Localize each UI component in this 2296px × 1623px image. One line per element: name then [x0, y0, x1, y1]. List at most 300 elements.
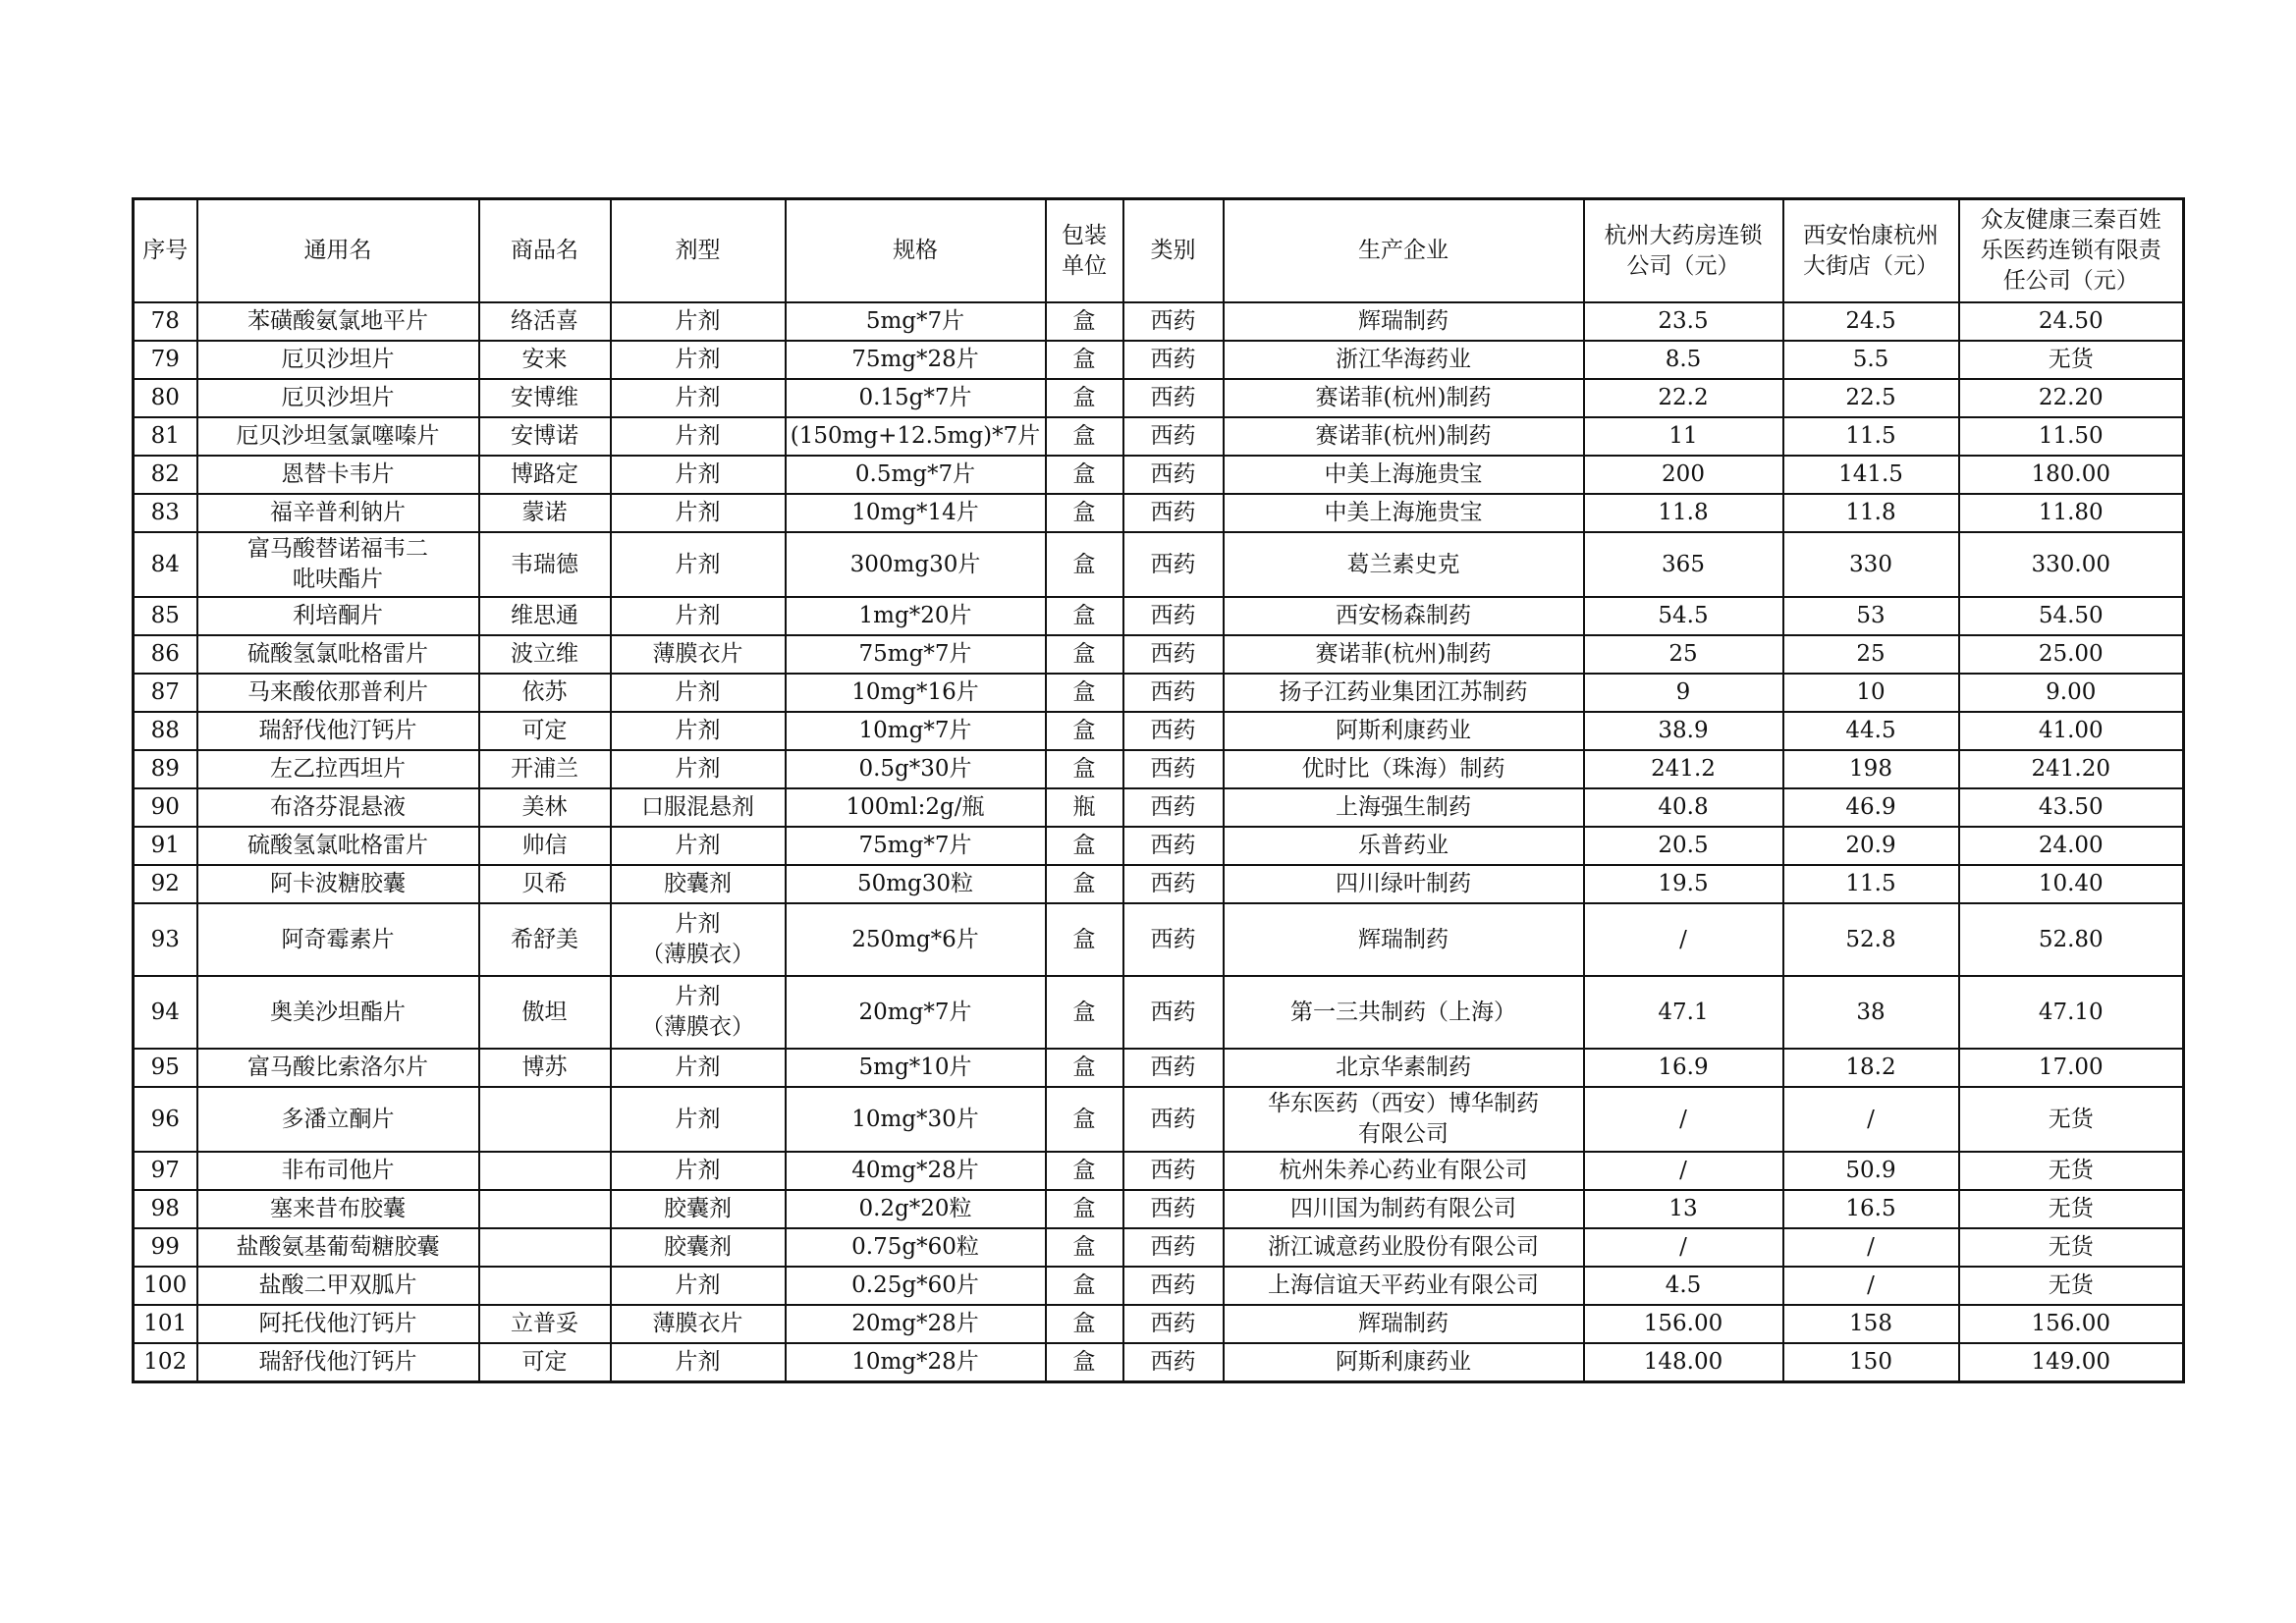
cell-generic-name: 瑞舒伐他汀钙片	[197, 712, 479, 750]
cell-manufacturer: 四川国为制药有限公司	[1224, 1190, 1584, 1228]
cell-manufacturer: 北京华素制药	[1224, 1049, 1584, 1087]
table-row	[134, 1049, 2184, 1087]
cell-specification: 10mg*30片	[786, 1087, 1046, 1152]
cell-generic-name: 布洛芬混悬液	[197, 788, 479, 827]
cell-price-store-1: 54.5	[1584, 597, 1783, 635]
cell-package-unit: 盒	[1046, 456, 1123, 494]
cell-brand-name: 依苏	[479, 674, 611, 712]
cell-price-store-1: 148.00	[1584, 1343, 1783, 1382]
cell-specification: 10mg*7片	[786, 712, 1046, 750]
cell-dosage-form: 胶囊剂	[611, 1228, 786, 1267]
cell-dosage-form: 片剂	[611, 597, 786, 635]
cell-dosage-form: 片剂	[611, 379, 786, 417]
cell-price-store-3: 无货	[1959, 341, 2184, 379]
cell-package-unit: 盒	[1046, 976, 1123, 1049]
cell-price-store-3: 180.00	[1959, 456, 2184, 494]
cell-index: 100	[134, 1267, 197, 1305]
table-row	[134, 417, 2184, 456]
cell-manufacturer: 四川绿叶制药	[1224, 865, 1584, 903]
header-cell-manufacturer: 生产企业	[1224, 199, 1584, 303]
cell-brand-name: 维思通	[479, 597, 611, 635]
cell-category: 西药	[1123, 1190, 1224, 1228]
cell-index: 78	[134, 302, 197, 341]
cell-generic-name: 阿托伐他汀钙片	[197, 1305, 479, 1343]
cell-package-unit: 盒	[1046, 674, 1123, 712]
table-row	[134, 1228, 2184, 1267]
cell-manufacturer: 扬子江药业集团江苏制药	[1224, 674, 1584, 712]
cell-category: 西药	[1123, 712, 1224, 750]
table-row	[134, 903, 2184, 976]
cell-price-store-3: 9.00	[1959, 674, 2184, 712]
cell-package-unit: 盒	[1046, 1343, 1123, 1382]
table-row	[134, 532, 2184, 597]
cell-price-store-2: 10	[1783, 674, 1959, 712]
cell-index: 86	[134, 635, 197, 674]
cell-package-unit: 盒	[1046, 1267, 1123, 1305]
cell-manufacturer: 葛兰素史克	[1224, 532, 1584, 597]
cell-brand-name	[479, 1087, 611, 1152]
cell-index: 82	[134, 456, 197, 494]
cell-dosage-form: 片剂	[611, 417, 786, 456]
cell-package-unit: 盒	[1046, 1228, 1123, 1267]
cell-dosage-form: 片剂	[611, 712, 786, 750]
cell-specification: (150mg+12.5mg)*7片	[786, 417, 1046, 456]
cell-price-store-3: 11.50	[1959, 417, 2184, 456]
cell-index: 91	[134, 827, 197, 865]
cell-generic-name: 硫酸氢氯吡格雷片	[197, 827, 479, 865]
cell-specification: 40mg*28片	[786, 1152, 1046, 1190]
header-cell-package-unit: 包装 单位	[1046, 199, 1123, 303]
cell-specification: 1mg*20片	[786, 597, 1046, 635]
cell-specification: 50mg30粒	[786, 865, 1046, 903]
cell-manufacturer: 辉瑞制药	[1224, 903, 1584, 976]
cell-price-store-1: 16.9	[1584, 1049, 1783, 1087]
table-row	[134, 750, 2184, 788]
cell-manufacturer: 第一三共制药（上海）	[1224, 976, 1584, 1049]
cell-generic-name: 硫酸氢氯吡格雷片	[197, 635, 479, 674]
cell-index: 79	[134, 341, 197, 379]
cell-price-store-3: 无货	[1959, 1190, 2184, 1228]
cell-price-store-1: /	[1584, 1228, 1783, 1267]
cell-price-store-3: 无货	[1959, 1267, 2184, 1305]
cell-category: 西药	[1123, 456, 1224, 494]
cell-package-unit: 盒	[1046, 494, 1123, 532]
cell-price-store-2: /	[1783, 1267, 1959, 1305]
cell-generic-name: 恩替卡韦片	[197, 456, 479, 494]
cell-generic-name: 富马酸替诺福韦二 吡呋酯片	[197, 532, 479, 597]
cell-price-store-1: 47.1	[1584, 976, 1783, 1049]
cell-price-store-3: 24.50	[1959, 302, 2184, 341]
cell-price-store-1: 38.9	[1584, 712, 1783, 750]
cell-price-store-2: 22.5	[1783, 379, 1959, 417]
cell-generic-name: 多潘立酮片	[197, 1087, 479, 1152]
cell-price-store-2: 5.5	[1783, 341, 1959, 379]
table-row	[134, 1087, 2184, 1152]
cell-specification: 0.5mg*7片	[786, 456, 1046, 494]
cell-index: 92	[134, 865, 197, 903]
cell-price-store-2: 11.8	[1783, 494, 1959, 532]
cell-manufacturer: 赛诺菲(杭州)制药	[1224, 379, 1584, 417]
cell-category: 西药	[1123, 865, 1224, 903]
table-row	[134, 341, 2184, 379]
header-cell-index: 序号	[134, 199, 197, 303]
cell-manufacturer: 浙江诚意药业股份有限公司	[1224, 1228, 1584, 1267]
cell-brand-name: 立普妥	[479, 1305, 611, 1343]
cell-category: 西药	[1123, 750, 1224, 788]
cell-package-unit: 盒	[1046, 1049, 1123, 1087]
cell-manufacturer: 赛诺菲(杭州)制药	[1224, 635, 1584, 674]
cell-specification: 5mg*10片	[786, 1049, 1046, 1087]
cell-specification: 0.15g*7片	[786, 379, 1046, 417]
cell-specification: 0.75g*60粒	[786, 1228, 1046, 1267]
cell-index: 85	[134, 597, 197, 635]
cell-price-store-2: 20.9	[1783, 827, 1959, 865]
cell-specification: 10mg*28片	[786, 1343, 1046, 1382]
cell-category: 西药	[1123, 1267, 1224, 1305]
cell-specification: 5mg*7片	[786, 302, 1046, 341]
cell-price-store-2: 150	[1783, 1343, 1959, 1382]
cell-generic-name: 富马酸比索洛尔片	[197, 1049, 479, 1087]
cell-brand-name	[479, 1267, 611, 1305]
cell-generic-name: 左乙拉西坦片	[197, 750, 479, 788]
cell-price-store-1: /	[1584, 1087, 1783, 1152]
cell-dosage-form: 胶囊剂	[611, 1190, 786, 1228]
cell-brand-name: 蒙诺	[479, 494, 611, 532]
cell-price-store-2: /	[1783, 1087, 1959, 1152]
cell-package-unit: 盒	[1046, 302, 1123, 341]
cell-price-store-1: 241.2	[1584, 750, 1783, 788]
table-row	[134, 976, 2184, 1049]
cell-category: 西药	[1123, 674, 1224, 712]
table-row	[134, 1343, 2184, 1382]
cell-brand-name: 帅信	[479, 827, 611, 865]
cell-price-store-3: 10.40	[1959, 865, 2184, 903]
cell-brand-name: 安博诺	[479, 417, 611, 456]
cell-specification: 10mg*14片	[786, 494, 1046, 532]
cell-package-unit: 盒	[1046, 1305, 1123, 1343]
cell-dosage-form: 片剂 （薄膜衣）	[611, 903, 786, 976]
cell-price-store-1: 11	[1584, 417, 1783, 456]
cell-manufacturer: 中美上海施贵宝	[1224, 456, 1584, 494]
cell-price-store-3: 52.80	[1959, 903, 2184, 976]
header-cell-brand-name: 商品名	[479, 199, 611, 303]
cell-specification: 20mg*28片	[786, 1305, 1046, 1343]
header-cell-price-store-2: 西安怡康杭州 大街店（元）	[1783, 199, 1959, 303]
header-cell-price-store-3: 众友健康三秦百姓 乐医药连锁有限责 任公司（元）	[1959, 199, 2184, 303]
cell-price-store-1: 9	[1584, 674, 1783, 712]
cell-brand-name: 可定	[479, 1343, 611, 1382]
cell-price-store-2: 24.5	[1783, 302, 1959, 341]
cell-price-store-2: 50.9	[1783, 1152, 1959, 1190]
cell-category: 西药	[1123, 1228, 1224, 1267]
cell-dosage-form: 片剂 （薄膜衣）	[611, 976, 786, 1049]
cell-dosage-form: 片剂	[611, 1049, 786, 1087]
cell-index: 98	[134, 1190, 197, 1228]
cell-manufacturer: 浙江华海药业	[1224, 341, 1584, 379]
header-cell-dosage-form: 剂型	[611, 199, 786, 303]
cell-price-store-3: 无货	[1959, 1152, 2184, 1190]
table-row	[134, 456, 2184, 494]
cell-price-store-1: /	[1584, 1152, 1783, 1190]
cell-category: 西药	[1123, 302, 1224, 341]
cell-price-store-1: 200	[1584, 456, 1783, 494]
cell-specification: 100ml:2g/瓶	[786, 788, 1046, 827]
cell-price-store-2: 330	[1783, 532, 1959, 597]
cell-package-unit: 盒	[1046, 903, 1123, 976]
cell-brand-name: 韦瑞德	[479, 532, 611, 597]
cell-generic-name: 利培酮片	[197, 597, 479, 635]
cell-package-unit: 盒	[1046, 379, 1123, 417]
cell-price-store-1: 22.2	[1584, 379, 1783, 417]
cell-dosage-form: 片剂	[611, 532, 786, 597]
cell-dosage-form: 片剂	[611, 1343, 786, 1382]
cell-price-store-2: 16.5	[1783, 1190, 1959, 1228]
cell-price-store-3: 330.00	[1959, 532, 2184, 597]
cell-brand-name: 博苏	[479, 1049, 611, 1087]
cell-category: 西药	[1123, 341, 1224, 379]
cell-price-store-3: 无货	[1959, 1087, 2184, 1152]
cell-generic-name: 厄贝沙坦片	[197, 379, 479, 417]
cell-specification: 75mg*7片	[786, 827, 1046, 865]
cell-price-store-2: 38	[1783, 976, 1959, 1049]
cell-specification: 0.2g*20粒	[786, 1190, 1046, 1228]
cell-generic-name: 奥美沙坦酯片	[197, 976, 479, 1049]
cell-manufacturer: 上海信谊天平药业有限公司	[1224, 1267, 1584, 1305]
cell-brand-name: 希舒美	[479, 903, 611, 976]
cell-brand-name: 波立维	[479, 635, 611, 674]
cell-index: 96	[134, 1087, 197, 1152]
cell-manufacturer: 西安杨森制药	[1224, 597, 1584, 635]
cell-package-unit: 盒	[1046, 1190, 1123, 1228]
cell-category: 西药	[1123, 379, 1224, 417]
cell-price-store-2: 11.5	[1783, 417, 1959, 456]
cell-brand-name: 贝希	[479, 865, 611, 903]
cell-package-unit: 盒	[1046, 341, 1123, 379]
cell-price-store-3: 17.00	[1959, 1049, 2184, 1087]
cell-manufacturer: 优时比（珠海）制药	[1224, 750, 1584, 788]
cell-price-store-2: /	[1783, 1228, 1959, 1267]
cell-brand-name: 博路定	[479, 456, 611, 494]
cell-category: 西药	[1123, 417, 1224, 456]
cell-category: 西药	[1123, 1152, 1224, 1190]
cell-manufacturer: 辉瑞制药	[1224, 302, 1584, 341]
table-body	[134, 302, 2184, 1382]
cell-dosage-form: 薄膜衣片	[611, 635, 786, 674]
cell-package-unit: 瓶	[1046, 788, 1123, 827]
cell-index: 90	[134, 788, 197, 827]
cell-generic-name: 苯磺酸氨氯地平片	[197, 302, 479, 341]
cell-dosage-form: 片剂	[611, 1267, 786, 1305]
table-row	[134, 1305, 2184, 1343]
cell-price-store-1: 365	[1584, 532, 1783, 597]
cell-dosage-form: 片剂	[611, 1152, 786, 1190]
cell-package-unit: 盒	[1046, 1152, 1123, 1190]
cell-price-store-2: 53	[1783, 597, 1959, 635]
cell-dosage-form: 片剂	[611, 456, 786, 494]
cell-price-store-3: 24.00	[1959, 827, 2184, 865]
cell-generic-name: 阿奇霉素片	[197, 903, 479, 976]
cell-price-store-1: 19.5	[1584, 865, 1783, 903]
cell-manufacturer: 辉瑞制药	[1224, 1305, 1584, 1343]
header-row	[134, 199, 2184, 303]
cell-price-store-2: 46.9	[1783, 788, 1959, 827]
cell-price-store-1: 23.5	[1584, 302, 1783, 341]
cell-generic-name: 福辛普利钠片	[197, 494, 479, 532]
cell-index: 102	[134, 1343, 197, 1382]
cell-specification: 75mg*28片	[786, 341, 1046, 379]
cell-price-store-1: 11.8	[1584, 494, 1783, 532]
cell-manufacturer: 阿斯利康药业	[1224, 1343, 1584, 1382]
cell-category: 西药	[1123, 976, 1224, 1049]
cell-dosage-form: 片剂	[611, 1087, 786, 1152]
table-row	[134, 379, 2184, 417]
cell-category: 西药	[1123, 788, 1224, 827]
cell-price-store-3: 47.10	[1959, 976, 2184, 1049]
cell-price-store-3: 11.80	[1959, 494, 2184, 532]
cell-generic-name: 厄贝沙坦片	[197, 341, 479, 379]
cell-package-unit: 盒	[1046, 865, 1123, 903]
table-row	[134, 494, 2184, 532]
cell-category: 西药	[1123, 494, 1224, 532]
cell-brand-name: 美林	[479, 788, 611, 827]
cell-dosage-form: 片剂	[611, 750, 786, 788]
cell-specification: 75mg*7片	[786, 635, 1046, 674]
cell-category: 西药	[1123, 827, 1224, 865]
table-row	[134, 712, 2184, 750]
cell-price-store-2: 158	[1783, 1305, 1959, 1343]
cell-generic-name: 马来酸依那普利片	[197, 674, 479, 712]
table-row	[134, 674, 2184, 712]
header-cell-specification: 规格	[786, 199, 1046, 303]
cell-manufacturer: 杭州朱养心药业有限公司	[1224, 1152, 1584, 1190]
cell-index: 80	[134, 379, 197, 417]
cell-package-unit: 盒	[1046, 417, 1123, 456]
cell-manufacturer: 上海强生制药	[1224, 788, 1584, 827]
cell-price-store-1: 40.8	[1584, 788, 1783, 827]
cell-price-store-3: 22.20	[1959, 379, 2184, 417]
cell-price-store-2: 44.5	[1783, 712, 1959, 750]
cell-package-unit: 盒	[1046, 827, 1123, 865]
header-cell-generic-name: 通用名	[197, 199, 479, 303]
cell-price-store-2: 25	[1783, 635, 1959, 674]
cell-dosage-form: 口服混悬剂	[611, 788, 786, 827]
cell-price-store-3: 无货	[1959, 1228, 2184, 1267]
cell-index: 88	[134, 712, 197, 750]
cell-category: 西药	[1123, 1087, 1224, 1152]
cell-index: 84	[134, 532, 197, 597]
header-cell-category: 类别	[1123, 199, 1224, 303]
cell-dosage-form: 片剂	[611, 302, 786, 341]
drug-price-table	[132, 197, 2185, 1383]
cell-specification: 20mg*7片	[786, 976, 1046, 1049]
cell-package-unit: 盒	[1046, 597, 1123, 635]
cell-brand-name: 络活喜	[479, 302, 611, 341]
cell-package-unit: 盒	[1046, 750, 1123, 788]
cell-manufacturer: 赛诺菲(杭州)制药	[1224, 417, 1584, 456]
table-row	[134, 1152, 2184, 1190]
cell-index: 93	[134, 903, 197, 976]
cell-specification: 300mg30片	[786, 532, 1046, 597]
cell-index: 99	[134, 1228, 197, 1267]
cell-brand-name: 傲坦	[479, 976, 611, 1049]
cell-generic-name: 厄贝沙坦氢氯噻嗪片	[197, 417, 479, 456]
cell-index: 89	[134, 750, 197, 788]
cell-dosage-form: 薄膜衣片	[611, 1305, 786, 1343]
cell-price-store-3: 241.20	[1959, 750, 2184, 788]
cell-package-unit: 盒	[1046, 1087, 1123, 1152]
cell-dosage-form: 片剂	[611, 494, 786, 532]
cell-specification: 10mg*16片	[786, 674, 1046, 712]
cell-price-store-3: 25.00	[1959, 635, 2184, 674]
cell-price-store-1: 13	[1584, 1190, 1783, 1228]
cell-generic-name: 阿卡波糖胶囊	[197, 865, 479, 903]
cell-specification: 0.25g*60片	[786, 1267, 1046, 1305]
cell-price-store-2: 198	[1783, 750, 1959, 788]
cell-brand-name: 安博维	[479, 379, 611, 417]
cell-package-unit: 盒	[1046, 712, 1123, 750]
cell-index: 97	[134, 1152, 197, 1190]
cell-brand-name	[479, 1152, 611, 1190]
cell-manufacturer: 中美上海施贵宝	[1224, 494, 1584, 532]
cell-category: 西药	[1123, 1305, 1224, 1343]
cell-category: 西药	[1123, 597, 1224, 635]
cell-price-store-1: 8.5	[1584, 341, 1783, 379]
cell-category: 西药	[1123, 1049, 1224, 1087]
cell-brand-name: 开浦兰	[479, 750, 611, 788]
table-row	[134, 865, 2184, 903]
cell-index: 87	[134, 674, 197, 712]
table-row	[134, 302, 2184, 341]
cell-price-store-2: 11.5	[1783, 865, 1959, 903]
table-row	[134, 827, 2184, 865]
cell-price-store-1: 20.5	[1584, 827, 1783, 865]
cell-dosage-form: 片剂	[611, 827, 786, 865]
cell-index: 94	[134, 976, 197, 1049]
cell-price-store-2: 141.5	[1783, 456, 1959, 494]
cell-generic-name: 瑞舒伐他汀钙片	[197, 1343, 479, 1382]
header-cell-price-store-1: 杭州大药房连锁 公司（元）	[1584, 199, 1783, 303]
cell-price-store-3: 41.00	[1959, 712, 2184, 750]
cell-price-store-1: 25	[1584, 635, 1783, 674]
cell-package-unit: 盒	[1046, 532, 1123, 597]
cell-category: 西药	[1123, 903, 1224, 976]
cell-manufacturer: 阿斯利康药业	[1224, 712, 1584, 750]
cell-brand-name	[479, 1228, 611, 1267]
cell-price-store-3: 149.00	[1959, 1343, 2184, 1382]
cell-category: 西药	[1123, 635, 1224, 674]
table-row	[134, 635, 2184, 674]
table-row	[134, 1190, 2184, 1228]
cell-brand-name: 安来	[479, 341, 611, 379]
cell-dosage-form: 片剂	[611, 341, 786, 379]
cell-brand-name: 可定	[479, 712, 611, 750]
cell-generic-name: 非布司他片	[197, 1152, 479, 1190]
cell-specification: 250mg*6片	[786, 903, 1046, 976]
table-row	[134, 1267, 2184, 1305]
cell-index: 83	[134, 494, 197, 532]
cell-package-unit: 盒	[1046, 635, 1123, 674]
cell-dosage-form: 胶囊剂	[611, 865, 786, 903]
cell-index: 81	[134, 417, 197, 456]
cell-category: 西药	[1123, 532, 1224, 597]
cell-category: 西药	[1123, 1343, 1224, 1382]
cell-price-store-1: 4.5	[1584, 1267, 1783, 1305]
cell-index: 95	[134, 1049, 197, 1087]
cell-generic-name: 塞来昔布胶囊	[197, 1190, 479, 1228]
cell-price-store-1: 156.00	[1584, 1305, 1783, 1343]
cell-price-store-1: /	[1584, 903, 1783, 976]
table-row	[134, 597, 2184, 635]
